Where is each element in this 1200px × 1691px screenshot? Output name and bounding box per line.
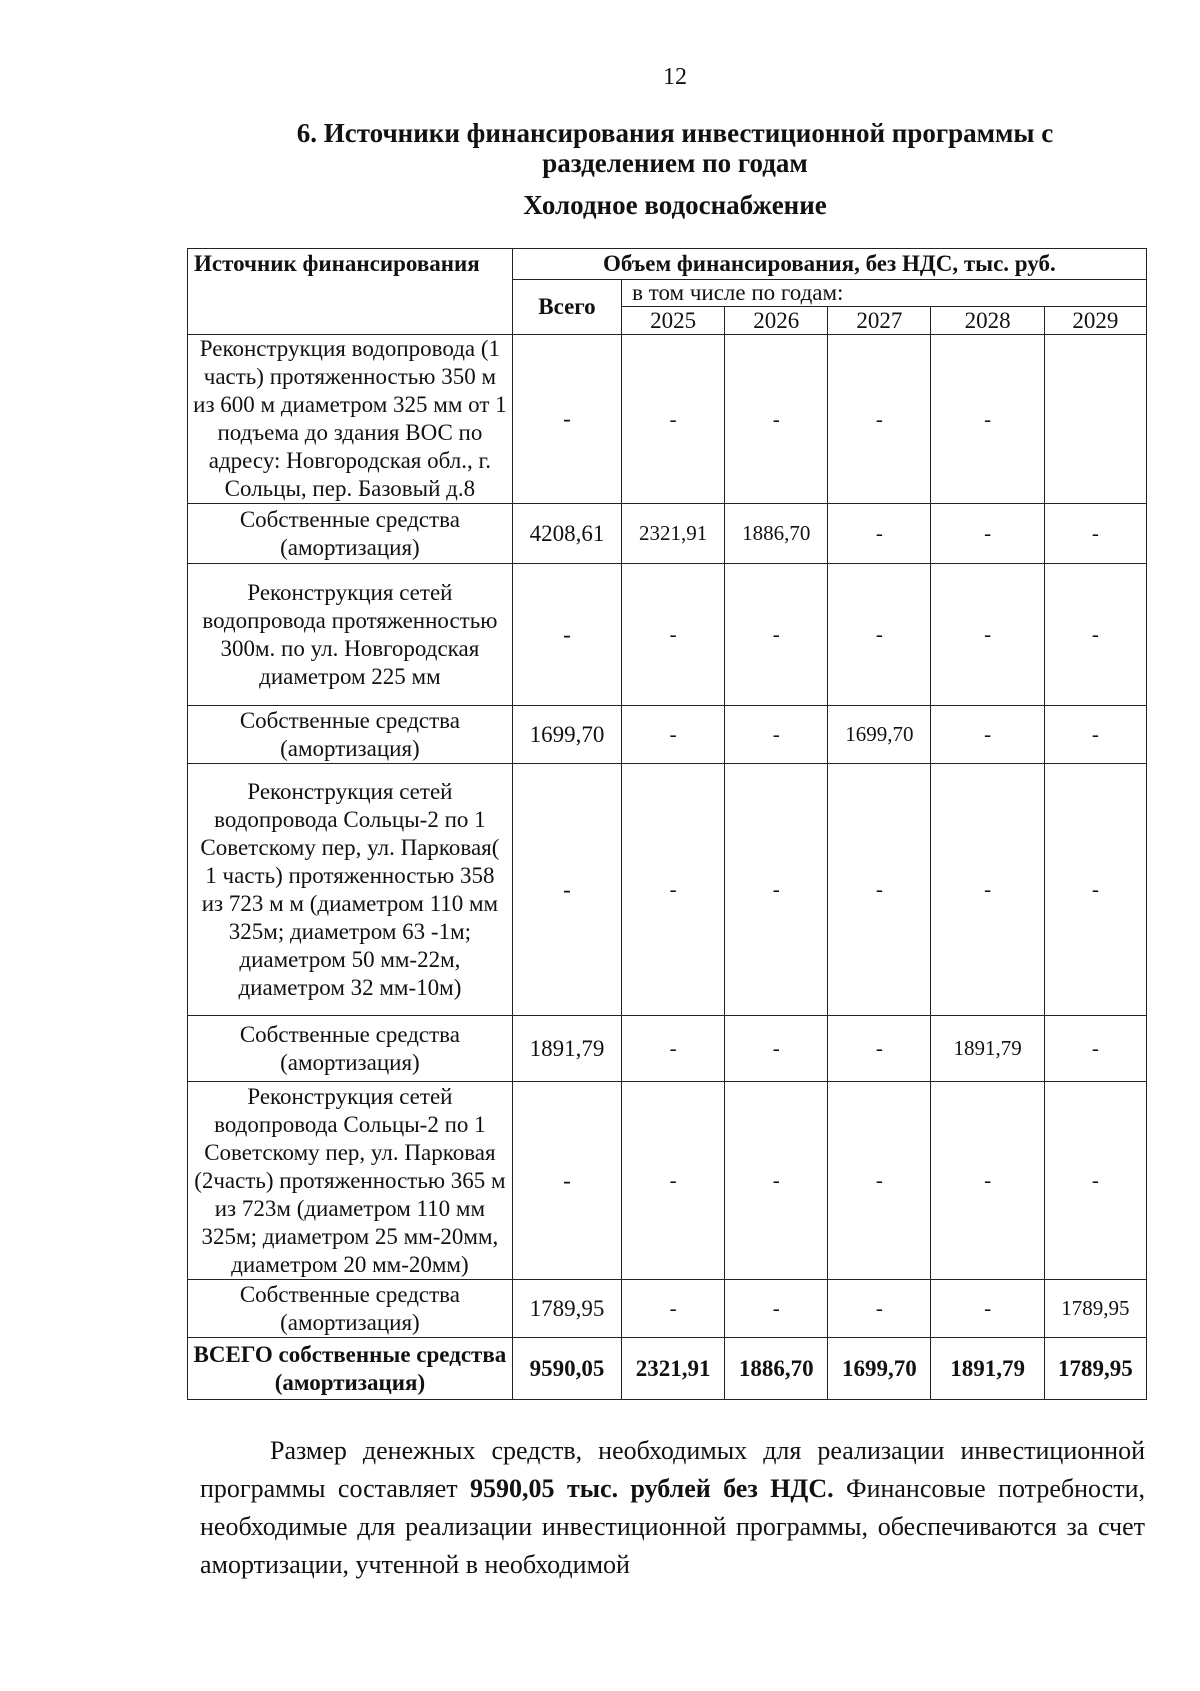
row-total: 1891,79 (512, 1016, 621, 1082)
table-row (188, 504, 1147, 564)
grand-total-year-value: 2321,91 (622, 1338, 725, 1400)
row-description: Собственные средства (амортизация) (188, 1280, 513, 1338)
row-value: - (931, 564, 1044, 706)
table-row (188, 1280, 1147, 1338)
row-value: - (931, 706, 1044, 764)
year-header: 2027 (828, 307, 931, 335)
table-row (188, 764, 1147, 1016)
row-value: - (725, 1082, 828, 1280)
source-column-header: Источник финансирования (188, 249, 513, 335)
row-value: - (828, 1016, 931, 1082)
table-row (188, 1082, 1147, 1280)
section-title-line-2: разделением по годам (542, 148, 808, 178)
row-value: - (725, 1016, 828, 1082)
row-value: - (725, 764, 828, 1016)
row-value: - (725, 564, 828, 706)
row-total: 4208,61 (512, 504, 621, 564)
grand-total-year-value: 1789,95 (1044, 1338, 1146, 1400)
row-description: Собственные средства (амортизация) (188, 706, 513, 764)
grand-total-year-value: 1891,79 (931, 1338, 1044, 1400)
row-description: Реконструкция водопровода (1 часть) протяженностью 350 м из 600 м диаметром 325 мм от 1 подъема до здания ВОС по адресу: Новгородская обл., г. Сольцы, пер. Базовый д.8 (188, 335, 513, 504)
row-value: - (1044, 706, 1146, 764)
row-value: - (622, 1016, 725, 1082)
section-subtitle: Холодное водоснабжение (523, 190, 827, 220)
page-number: 12 (663, 64, 687, 90)
by-years-header: в том числе по годам: (622, 280, 1147, 307)
row-value (1044, 335, 1146, 504)
grand-total-value: 9590,05 (512, 1338, 621, 1400)
table-row (188, 335, 1147, 504)
row-value: 1891,79 (931, 1016, 1044, 1082)
row-total: - (512, 764, 621, 1016)
row-value: - (1044, 1082, 1146, 1280)
row-value: - (725, 706, 828, 764)
row-value: - (725, 335, 828, 504)
volume-column-header: Объем финансирования, без НДС, тыс. руб. (512, 249, 1146, 280)
row-value: - (1044, 764, 1146, 1016)
row-value: - (828, 335, 931, 504)
row-value: 1789,95 (1044, 1280, 1146, 1338)
row-value: - (622, 764, 725, 1016)
row-value: - (622, 706, 725, 764)
table-row (188, 1016, 1147, 1082)
row-value: 2321,91 (622, 504, 725, 564)
row-total: - (512, 335, 621, 504)
summary-text-part-1: Размер денежных средств, необходимых для реализации инвестиционной программы составляет (200, 1436, 1145, 1503)
row-description: Собственные средства (амортизация) (188, 1016, 513, 1082)
row-value: - (828, 764, 931, 1016)
row-total: - (512, 564, 621, 706)
row-value: 1886,70 (725, 504, 828, 564)
summary-text-part-2: Финансовые потребности, необходимые для реализации инвестиционной программы, обеспечиваются за счет амортизации, учтенной в необходимой (200, 1474, 1145, 1579)
section-title-line-1: 6. Источники финансирования инвестиционной программы с (296, 118, 1054, 148)
year-header: 2026 (725, 307, 828, 335)
row-value: - (725, 1280, 828, 1338)
row-description: Реконструкция сетей водопровода Сольцы-2 по 1 Советскому пер, ул. Парковая (2часть) протяженностью 365 м из 723м (диаметром 110 мм 325м; диаметром 25 мм-20мм, диаметром 20 мм-20мм) (188, 1082, 513, 1280)
row-value: - (622, 564, 725, 706)
row-value: - (828, 504, 931, 564)
row-value: - (931, 1280, 1044, 1338)
grand-total-year-value: 1886,70 (725, 1338, 828, 1400)
row-total: 1789,95 (512, 1280, 621, 1338)
summary-amount: 9590,05 тыс. рублей без НДС. (470, 1474, 834, 1503)
year-header: 2028 (931, 307, 1044, 335)
summary-paragraph (200, 1432, 1145, 1584)
grand-total-row (188, 1338, 1147, 1400)
row-total: - (512, 1082, 621, 1280)
row-description: Собственные средства (амортизация) (188, 504, 513, 564)
row-description: Реконструкция сетей водопровода Сольцы-2 по 1 Советскому пер, ул. Парковая( 1 часть) протяженностью 358 из 723 м м (диаметром 110 мм 325м; диаметром 63 -1м; диаметром 50 мм-22м, диаметром 32 мм-10м) (188, 764, 513, 1016)
table-row (188, 706, 1147, 764)
row-value: - (931, 504, 1044, 564)
table-row (188, 564, 1147, 706)
total-column-header: Всего (512, 280, 621, 335)
row-value: - (622, 335, 725, 504)
row-value: - (828, 1280, 931, 1338)
grand-total-year-value: 1699,70 (828, 1338, 931, 1400)
row-value: - (622, 1280, 725, 1338)
grand-total-description: ВСЕГО собственные средства (амортизация) (188, 1338, 513, 1400)
row-value: - (1044, 564, 1146, 706)
section-title (0, 118, 1200, 178)
financing-table (187, 248, 1147, 1400)
row-total: 1699,70 (512, 706, 621, 764)
row-value: - (931, 1082, 1044, 1280)
row-value: - (931, 335, 1044, 504)
row-value: - (1044, 504, 1146, 564)
row-value: - (828, 564, 931, 706)
row-value: 1699,70 (828, 706, 931, 764)
year-header: 2029 (1044, 307, 1146, 335)
row-description: Реконструкция сетей водопровода протяженностью 300м. по ул. Новгородская диаметром 225 мм (188, 564, 513, 706)
row-value: - (1044, 1016, 1146, 1082)
year-header: 2025 (622, 307, 725, 335)
row-value: - (828, 1082, 931, 1280)
row-value: - (622, 1082, 725, 1280)
row-value: - (931, 764, 1044, 1016)
